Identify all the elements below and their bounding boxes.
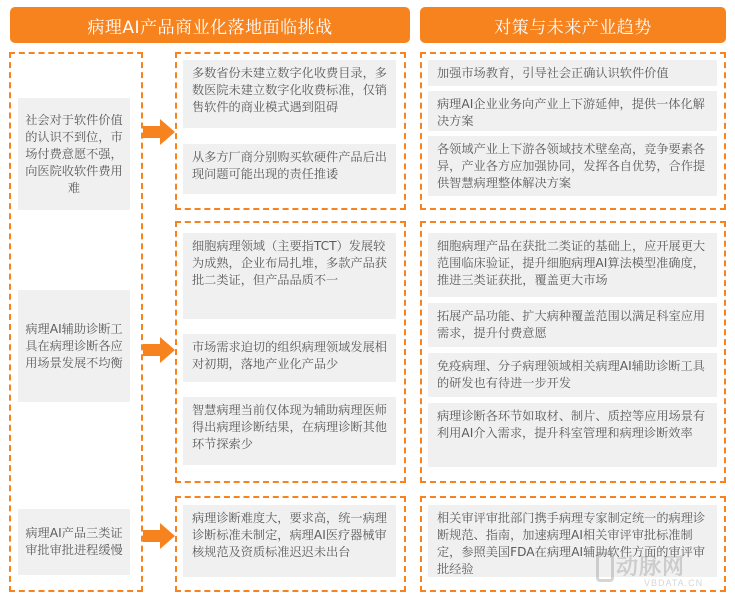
cause-text-2-1: 细胞病理领域（主要指TCT）发展较为成熟，企业布局扎堆，多款产品获批二类证，但产品品质不一: [192, 239, 387, 287]
solution-box-1-2: [428, 91, 717, 131]
solution-box-2-4: [428, 403, 717, 467]
watermark-subtext: VBDATA.CN: [644, 578, 704, 588]
solution-text-2-1: 细胞病理产品在获批二类证的基础上，应开展更大范围临床验证，提升细胞病理AI算法模型准确度，推进三类证获批，覆盖更大市场: [437, 239, 706, 287]
arrow-right-icon: [143, 523, 175, 549]
cause-box-1-2: [183, 144, 396, 194]
cause-text-1-2: 从多方厂商分别购买软硬件产品后出现问题可能出现的责任推诿: [192, 150, 387, 181]
watermark: [596, 548, 718, 592]
problem-box-2: [18, 290, 130, 402]
solution-box-1-3: [428, 136, 717, 196]
problem-text-1: 社会对于软件价值的认识不到位，市场付费意愿不强，向医院收软件费用难: [25, 112, 123, 195]
solution-text-2-3: 免疫病理、分子病理领域相关病理AI辅助诊断工具的研发也有待进一步开发: [437, 359, 705, 390]
solution-box-2-2: [428, 303, 717, 347]
strategies-header: 对策与未来产业趋势: [420, 7, 726, 43]
cause-box-2-1: [183, 233, 396, 319]
challenges-header: 病理AI产品商业化落地面临挑战: [10, 7, 410, 43]
solution-box-2-3: [428, 353, 717, 397]
solution-text-3-1: 相关审评审批部门携手病理专家制定统一的病理诊断规范、指南，加速病理AI相关审评审批标准制定，参照美国FDA在病理AI辅助软件方面的审评审批经验: [437, 511, 706, 576]
problem-text-3: 病理AI产品三类证审批审批进程缓慢: [25, 526, 123, 557]
solution-text-1-2: 病理AI企业业务向产业上下游延伸，提供一体化解决方案: [437, 97, 705, 128]
cause-text-2-2: 市场需求迫切的组织病理领域发展相对初期，落地产业化产品少: [192, 340, 387, 371]
problem-box-3: [18, 509, 130, 575]
watermark-text: 动脉网: [616, 554, 686, 579]
cause-text-3-1: 病理诊断难度大，要求高，统一病理诊断标准未制定，病理AI医疗器械审核规范及资质标准迟迟未出台: [192, 511, 387, 559]
cause-box-3-1: [183, 505, 396, 577]
solution-text-1-3: 各领域产业上下游各领域技术壁垒高，竞争要素各异，产业各方应加强协同，发挥各自优势，合作提供智慧病理整体解决方案: [437, 142, 706, 190]
cause-box-1-1: [183, 60, 396, 128]
problem-box-1: [18, 98, 130, 210]
cause-text-2-3: 智慧病理当前仅体现为辅助病理医师得出病理诊断结果，在病理诊断其他环节探索少: [192, 403, 387, 451]
arrow-right-icon: [143, 119, 175, 145]
cause-box-2-3: [183, 397, 396, 465]
cause-box-2-2: [183, 334, 396, 382]
cause-text-1-1: 多数省份未建立数字化收费目录，多数医院未建立数字化收费标准，仅销售软件的商业模式遇到阻碍: [192, 66, 387, 114]
solution-box-1-1: [428, 60, 717, 86]
solution-text-2-4: 病理诊断各环节如取材、制片、质控等应用场景有利用AI介入需求，提升科室管理和病理诊断效率: [437, 409, 706, 440]
arrow-right-icon: [143, 337, 175, 363]
problem-text-2: 病理AI辅助诊断工具在病理诊断各应用场景发展不均衡: [25, 321, 123, 370]
watermark-logo-icon: [596, 552, 614, 582]
solution-text-1-1: 加强市场教育，引导社会正确认识软件价值: [437, 66, 669, 80]
solution-box-2-1: [428, 233, 717, 297]
solution-text-2-2: 拓展产品功能、扩大病种覆盖范围以满足科室应用需求，提升付费意愿: [437, 309, 706, 340]
